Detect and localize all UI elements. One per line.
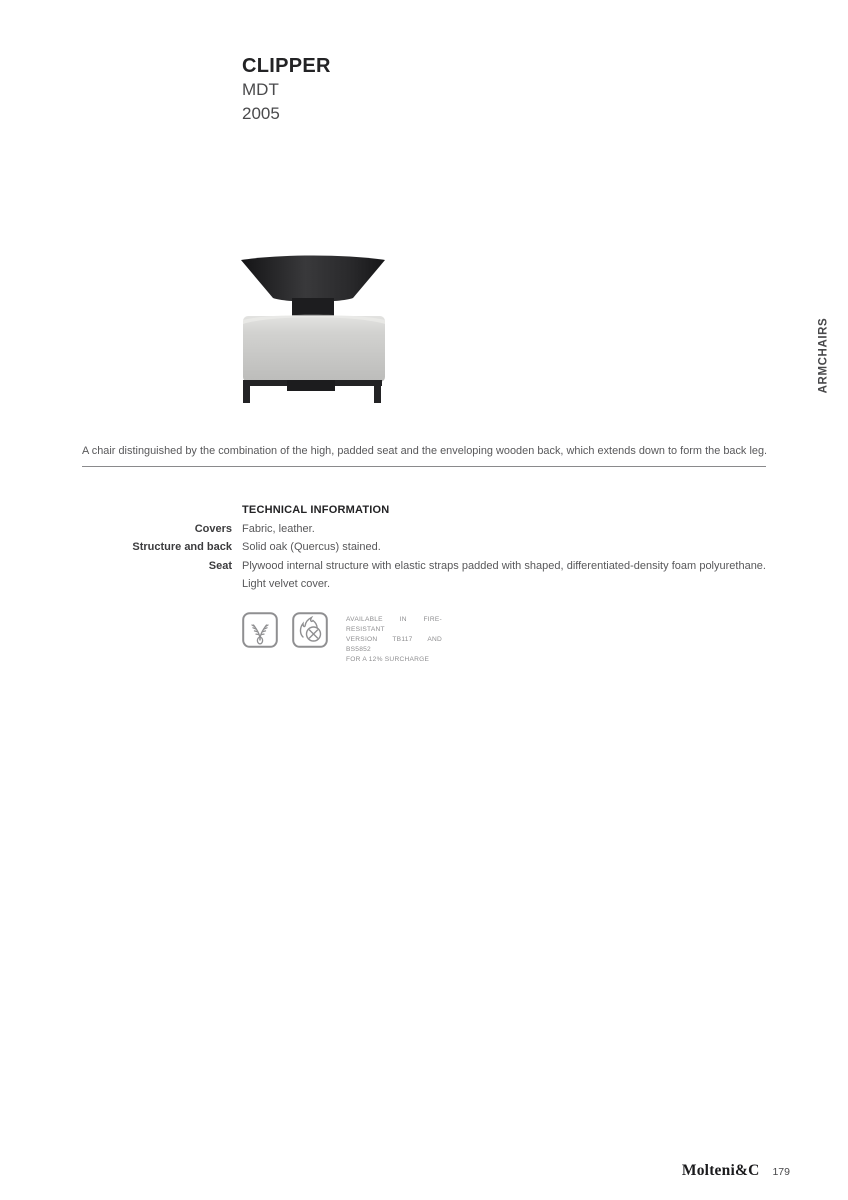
technical-information — [82, 501, 766, 594]
title-block — [242, 55, 331, 126]
product-image-clipper-chair — [240, 252, 386, 408]
tech-row-covers — [82, 520, 766, 539]
fire-resistant-note — [346, 615, 442, 665]
fire-resistant-icon — [292, 612, 328, 648]
chair-leg-right — [374, 380, 381, 403]
tech-value — [242, 557, 766, 594]
tech-row-seat — [82, 557, 766, 594]
chair-illustration — [240, 252, 386, 408]
fire-note-line2: VERSION TB117 AND BS5852 — [346, 636, 442, 653]
tech-label: Structure and back — [132, 541, 232, 554]
chair-back-leg — [287, 380, 335, 391]
tech-heading: TECHNICAL INFORMATION — [242, 504, 390, 516]
tech-row-structure — [82, 538, 766, 557]
brand-logo: Molteni&C — [681, 1162, 760, 1179]
certification-block — [242, 612, 442, 665]
tech-label: Covers — [194, 522, 232, 535]
page-title: CLIPPER — [242, 55, 331, 77]
feather-padding-icon — [242, 612, 278, 648]
divider-rule — [82, 466, 766, 467]
tech-value-line1: Plywood internal structure with elastic straps padded with shaped, differentiated-density foam polyurethane. — [242, 559, 766, 572]
tech-value-line2: Light velvet cover. — [242, 578, 331, 591]
page-number: 179 — [772, 1166, 790, 1178]
tech-heading-row — [82, 501, 766, 520]
chair-leg-left — [243, 380, 250, 403]
product-description: A chair distinguished by the combination of the high, padded seat and the enveloping wooden back, which extends down to form the back leg. — [82, 445, 768, 457]
designer-name: MDT — [242, 80, 279, 99]
tech-value: Solid oak (Quercus) stained. — [242, 541, 381, 554]
design-year: 2005 — [242, 104, 280, 123]
tech-label: Seat — [208, 559, 232, 572]
fire-note-line3: FOR A 12% SURCHARGE — [346, 656, 430, 663]
chair-seat — [243, 316, 385, 382]
tech-value: Fabric, leather. — [242, 522, 315, 535]
chair-back — [241, 256, 385, 302]
fire-note-line1: AVAILABLE IN FIRE-RESISTANT — [346, 616, 442, 633]
section-label-armchairs: ARMCHAIRS — [817, 317, 830, 394]
page-footer — [0, 1162, 790, 1180]
